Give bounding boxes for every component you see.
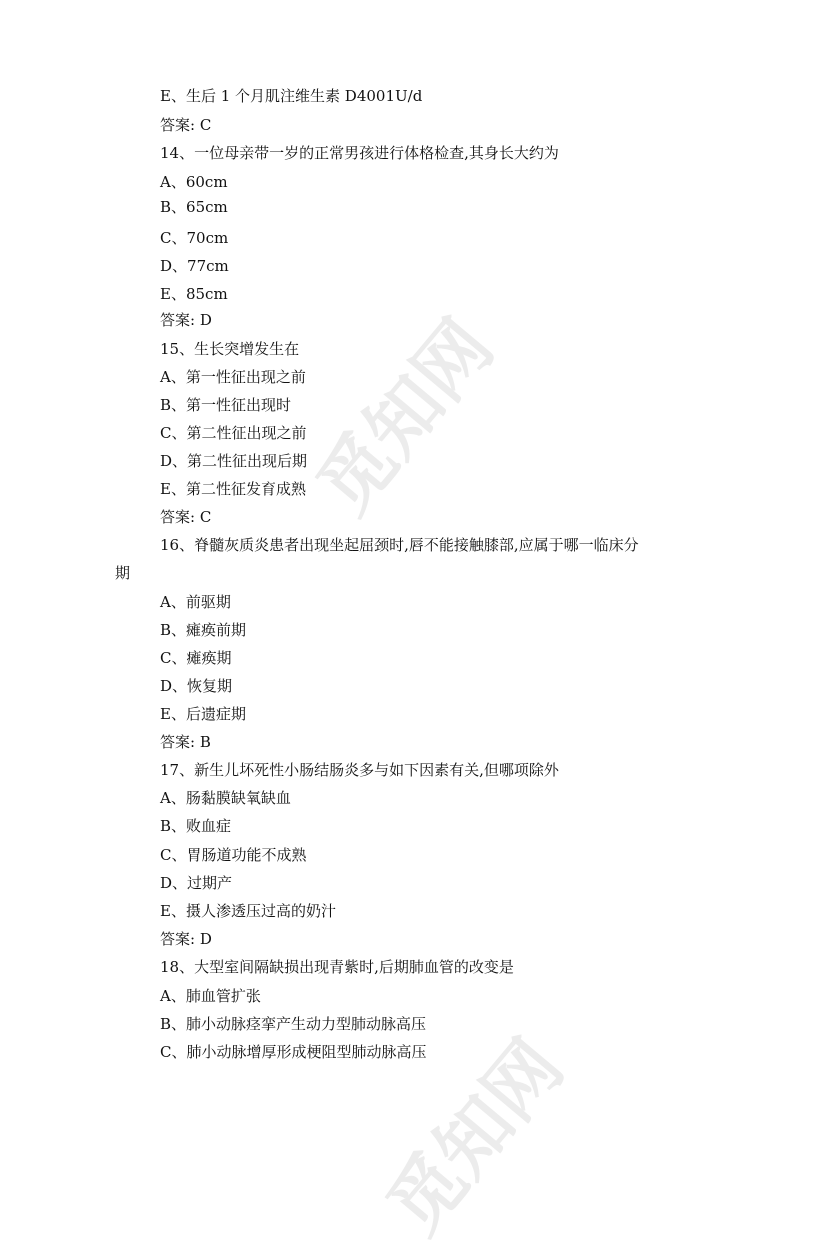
- question-line: 18、大型室间隔缺损出现青紫时,后期肺血管的改变是: [160, 958, 514, 976]
- option-line: E、摄人渗透压过高的奶汁: [160, 902, 336, 920]
- option-line: E、85cm: [160, 285, 228, 303]
- option-line: C、瘫痪期: [160, 649, 232, 667]
- option-line: E、第二性征发育成熟: [160, 480, 306, 498]
- option-line: B、败血症: [160, 817, 232, 835]
- option-line: D、过期产: [160, 874, 233, 892]
- option-line: C、肺小动脉增厚形成梗阻型肺动脉高压: [160, 1043, 427, 1061]
- option-line: A、前驱期: [160, 593, 231, 611]
- option-line: D、77cm: [160, 257, 229, 275]
- question-line-continued: 期: [115, 564, 131, 582]
- question-line: 17、新生儿坏死性小肠结肠炎多与如下因素有关,但哪项除外: [160, 761, 559, 779]
- question-line: 16、脊髓灰质炎患者出现坐起屈颈时,唇不能接触膝部,应属于哪一临床分: [160, 536, 639, 554]
- option-line: B、肺小动脉痉挛产生动力型肺动脉高压: [160, 1015, 427, 1033]
- option-line: A、第一性征出现之前: [160, 368, 306, 386]
- question-line: 15、生长突增发生在: [160, 340, 300, 358]
- option-line: C、70cm: [160, 229, 229, 247]
- answer-line: 答案: B: [160, 733, 211, 751]
- answer-line: 答案: D: [160, 311, 212, 329]
- option-line: C、第二性征出现之前: [160, 424, 307, 442]
- option-line: E、生后 1 个月肌注维生素 D4001U/d: [160, 87, 423, 105]
- option-line: D、第二性征出现后期: [160, 452, 308, 470]
- answer-line: 答案: C: [160, 116, 212, 134]
- watermark-main: 觅知网: [301, 304, 510, 530]
- option-line: D、恢复期: [160, 677, 233, 695]
- watermark-bottom: 觅知网: [371, 1024, 580, 1250]
- option-line: E、后遗症期: [160, 705, 246, 723]
- answer-line: 答案: D: [160, 930, 212, 948]
- question-line: 14、一位母亲带一岁的正常男孩进行体格检查,其身长大约为: [160, 144, 559, 162]
- option-line: C、胃肠道功能不成熟: [160, 846, 307, 864]
- option-line: A、肺血管扩张: [160, 987, 261, 1005]
- option-line: B、第一性征出现时: [160, 396, 292, 414]
- answer-line: 答案: C: [160, 508, 212, 526]
- option-line: A、肠黏膜缺氧缺血: [160, 789, 291, 807]
- option-line: B、瘫痪前期: [160, 621, 247, 639]
- option-line: A、60cm: [160, 173, 228, 191]
- option-line: B、65cm: [160, 198, 228, 216]
